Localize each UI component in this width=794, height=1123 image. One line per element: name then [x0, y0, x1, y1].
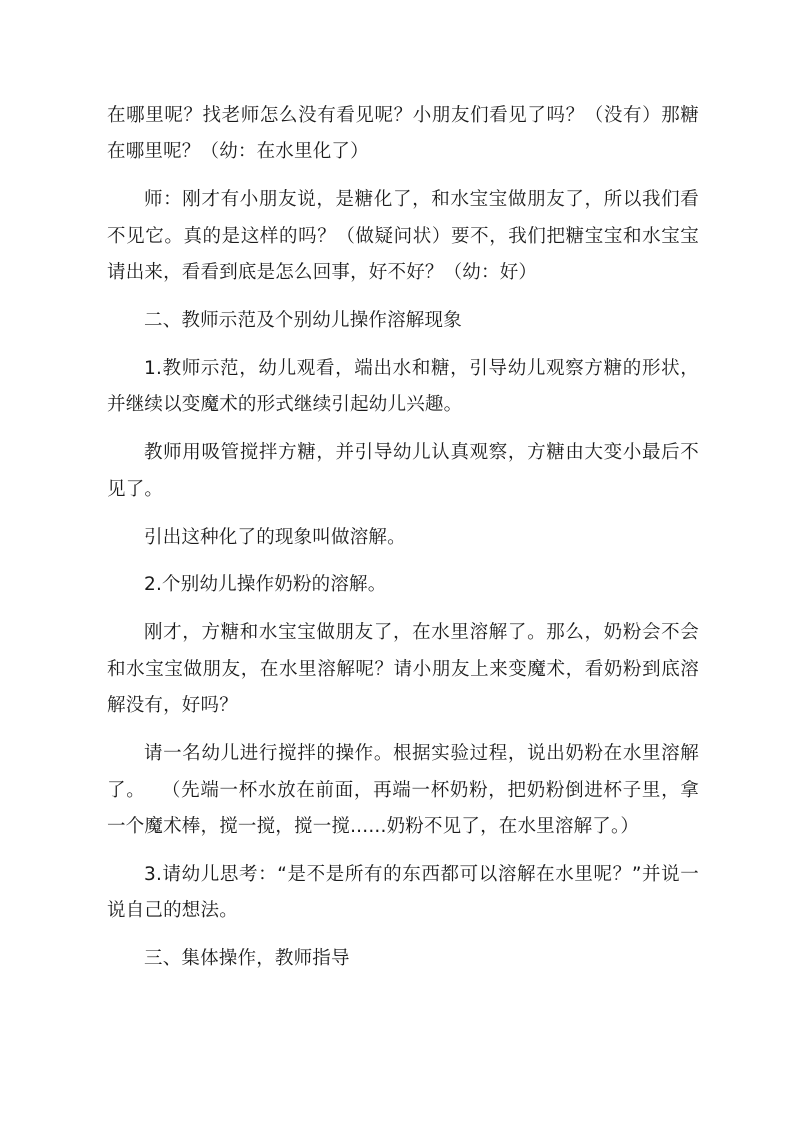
paragraph-6: 2.个别幼儿操作奶粉的溶解。	[144, 574, 387, 596]
paragraph-2: 师：刚才有小朋友说，是糖化了，和水宝宝做朋友了，所以我们看不见它。真的是这样的吗？（做疑问状）要不，我们把糖宝宝和水宝宝请出来，看看到底是怎么回事，好不好？（幼：好）	[107, 189, 699, 284]
section-heading-3: 三、集体操作，教师指导	[144, 948, 350, 970]
paragraph-1: 在哪里呢？找老师怎么没有看见呢？小朋友们看见了吗？（没有）那糖在哪里呢？（幼：在水里化了）	[107, 105, 699, 163]
section-heading-2: 二、教师示范及个别幼儿操作溶解现象	[144, 310, 462, 332]
paragraph-7: 刚才，方糖和水宝宝做朋友了，在水里溶解了。那么，奶粉会不会和水宝宝做朋友，在水里溶解呢？请小朋友上来变魔术，看奶粉到底溶解没有，好吗？	[107, 622, 699, 717]
paragraph-9: 3.请幼儿思考：“是不是所有的东西都可以溶解在水里呢？”并说一说自己的想法。	[107, 863, 699, 922]
paragraph-4: 教师用吸管搅拌方糖，并引导幼儿认真观察，方糖由大变小最后不见了。	[107, 442, 699, 500]
paragraph-8: 请一名幼儿进行搅拌的操作。根据实验过程，说出奶粉在水里溶解了。 （先端一杯水放在前面，再端一杯奶粉，把奶粉倒进杯子里，拿一个魔术棒，搅一搅，搅一搅......奶粉不见了，在水里溶解了。）	[107, 743, 699, 837]
paragraph-5: 引出这种化了的现象叫做溶解。	[144, 526, 406, 548]
document-body	[107, 98, 699, 989]
paragraph-3: 1.教师示范，幼儿观看，端出水和糖，引导幼儿观察方糖的形状，并继续以变魔术的形式继续引起幼儿兴趣。	[107, 357, 699, 416]
